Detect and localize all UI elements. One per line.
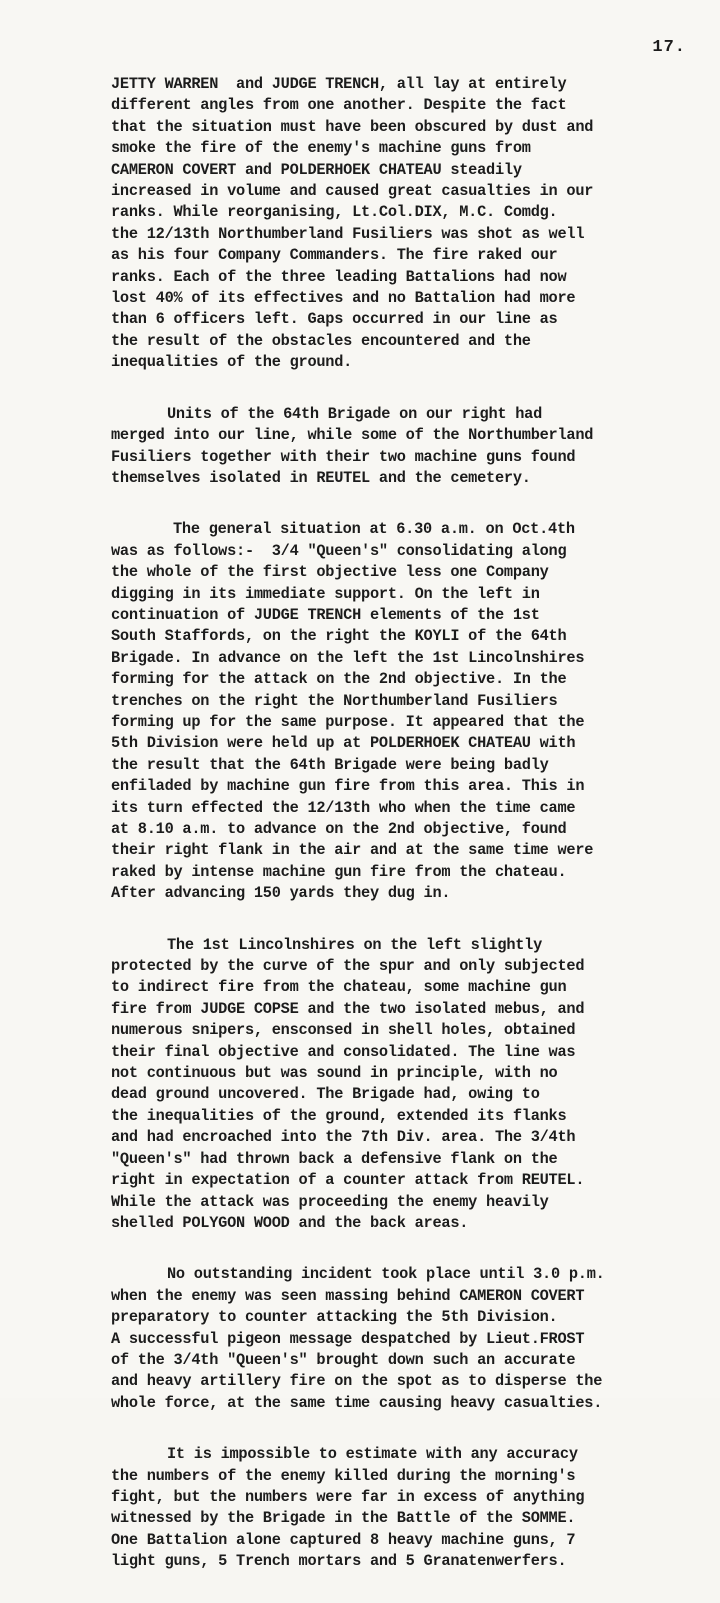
text-line: right in expectation of a counter attack from REUTEL. [111, 1171, 585, 1190]
text-line: merged into our line, while some of the Northumberland [111, 426, 594, 445]
text-line: when the enemy was seen massing behind CAMERON COVERT [111, 1286, 585, 1305]
text-line: JETTY WARREN and JUDGE TRENCH, all lay at entirely [111, 75, 567, 93]
text-line: the 12/13th Northumberland Fusiliers was shot as well [111, 224, 585, 243]
text-line: After advancing 150 yards they dug in. [111, 884, 451, 903]
text-line: Brigade. In advance on the left the 1st Lincolnshires [111, 648, 585, 667]
text-line: raked by intense machine gun fire from the chateau. [111, 862, 567, 881]
text-line: their right flank in the air and at the same time were [111, 841, 594, 860]
text-line: protected by the curve of the spur and only subjected [111, 957, 585, 976]
text-line: shelled POLYGON WOOD and the back areas. [111, 1213, 469, 1232]
text-line: smoke the fire of the enemy's machine guns from [111, 139, 531, 158]
paragraph-2 [111, 404, 720, 490]
text-line: enfiladed by machine gun fire from this area. This in [111, 777, 585, 796]
paragraph-3 [111, 519, 720, 904]
text-line: South Staffords, on the right the KOYLI of the 64th [111, 627, 567, 646]
text-line: the inequalities of the ground, extended its flanks [111, 1106, 567, 1125]
text-line: preparatory to counter attacking the 5th Division. [111, 1308, 558, 1327]
text-line: and heavy artillery fire on the spot as to disperse the [111, 1372, 603, 1391]
text-line: to indirect fire from the chateau, some machine gun [111, 978, 567, 997]
text-line: numerous snipers, ensconsed in shell holes, obtained [111, 1021, 576, 1040]
text-line: light guns, 5 Trench mortars and 5 Granatenwerfers. [111, 1552, 567, 1571]
text-line: dead ground uncovered. The Brigade had, owing to [111, 1085, 540, 1104]
text-line: their final objective and consolidated. The line was [111, 1042, 576, 1061]
page-number: 17. [652, 38, 686, 57]
text-line: fight, but the numbers were far in excess of anything [111, 1487, 585, 1506]
text-line: inequalities of the ground. [111, 353, 353, 372]
text-line: One Battalion alone captured 8 heavy machine guns, 7 [111, 1530, 576, 1549]
text-line: forming up for the same purpose. It appeared that the [111, 712, 585, 731]
text-line: different angles from one another. Despite the fact [111, 96, 567, 115]
text-line: forming for the attack on the 2nd objective. In the [111, 670, 567, 689]
text-line: of the 3/4th "Queen's" brought down such an accurate [111, 1350, 576, 1369]
text-line: digging in its immediate support. On the left in [111, 584, 540, 603]
paragraph-6 [111, 1444, 720, 1572]
paragraph-4 [111, 935, 720, 1235]
document-body [111, 74, 720, 1603]
text-line: Fusiliers together with their two machine guns found [111, 447, 576, 466]
text-line: The 1st Lincolnshires on the left slightly [167, 935, 543, 954]
text-line: its turn effected the 12/13th who when the time came [111, 798, 576, 817]
text-line: ranks. While reorganising, Lt.Col.DIX, M.C. Comdg. [111, 203, 558, 222]
text-line: the result of the obstacles encountered and the [111, 331, 531, 350]
text-line: A successful pigeon message despatched by Lieut.FROST [111, 1329, 585, 1348]
text-line: lost 40% of its effectives and no Battalion had more [111, 289, 576, 308]
text-line: that the situation must have been obscured by dust and [111, 117, 594, 136]
text-line: was as follows:- 3/4 "Queen's" consolidating along [111, 541, 567, 560]
text-line: witnessed by the Brigade in the Battle of the SOMME. [111, 1509, 576, 1528]
text-line: No outstanding incident took place until 3.0 p.m. [167, 1265, 605, 1284]
text-line: at 8.10 a.m. to advance on the 2nd objective, found [111, 820, 567, 838]
text-line: "Queen's" had thrown back a defensive flank on the [111, 1149, 558, 1168]
text-line: whole force, at the same time causing heavy casualties. [111, 1393, 603, 1412]
text-line: continuation of JUDGE TRENCH elements of the 1st [111, 605, 540, 624]
text-line: the whole of the first objective less one Company [111, 563, 549, 582]
text-line: and had encroached into the 7th Div. area. The 3/4th [111, 1128, 576, 1147]
text-line: It is impossible to estimate with any accuracy [167, 1445, 578, 1464]
text-line: CAMERON COVERT and POLDERHOEK CHATEAU steadily [111, 160, 522, 179]
text-line: the result that the 64th Brigade were being badly [111, 755, 549, 774]
text-line: the numbers of the enemy killed during the morning's [111, 1466, 576, 1485]
paragraph-1 [111, 74, 720, 374]
text-line: than 6 officers left. Gaps occurred in our line as [111, 310, 558, 329]
text-line: not continuous but was sound in principle, with no [111, 1064, 558, 1083]
text-line: as his four Company Commanders. The fire raked our [111, 246, 558, 265]
text-line: While the attack was proceeding the enemy heavily [111, 1192, 549, 1211]
text-line: ranks. Each of the three leading Battalions had now [111, 267, 567, 286]
paragraph-5 [111, 1264, 720, 1414]
text-line: Units of the 64th Brigade on our right had [167, 404, 543, 423]
text-line: The general situation at 6.30 a.m. on Oct.4th [173, 520, 575, 539]
text-line: increased in volume and caused great casualties in our [111, 182, 594, 201]
text-line: themselves isolated in REUTEL and the cemetery. [111, 468, 531, 487]
text-line: fire from JUDGE COPSE and the two isolated mebus, and [111, 999, 585, 1018]
text-line: 5th Division were held up at POLDERHOEK CHATEAU with [111, 734, 576, 753]
text-line: trenches on the right the Northumberland Fusiliers [111, 691, 558, 710]
